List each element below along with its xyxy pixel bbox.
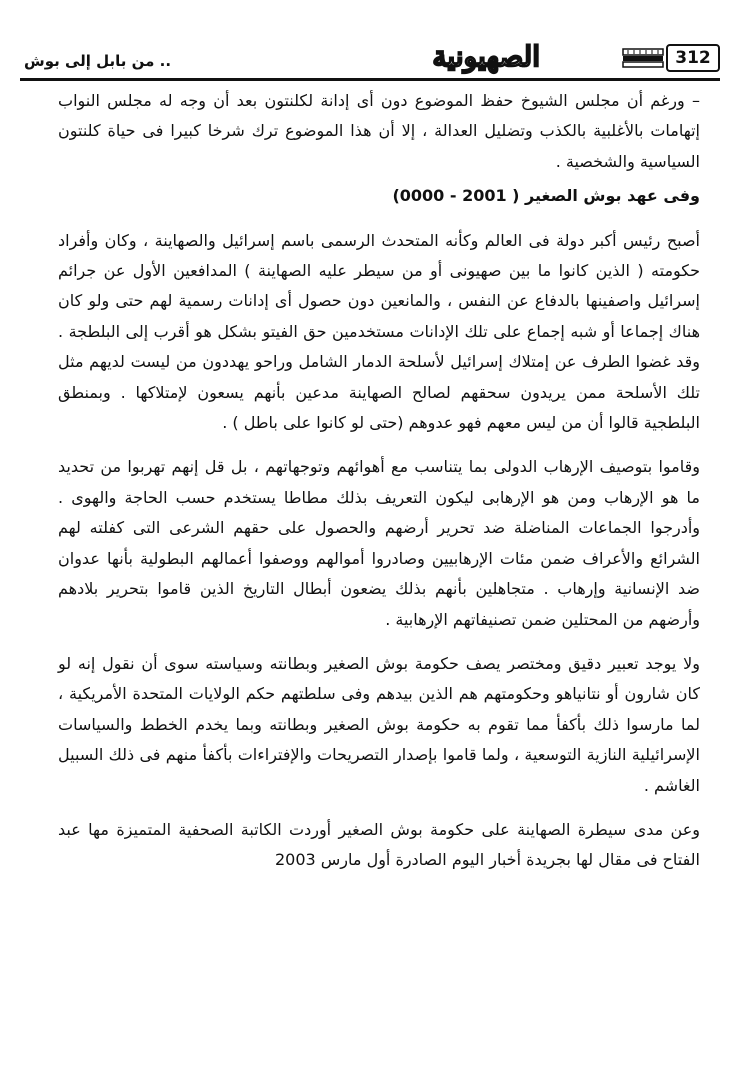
paragraph-3: وقاموا بتوصيف الإرهاب الدولى بما يتناسب مع أهوائهم وتوجهاتهم ، بل قل إنهم تهربوا من تحديد ما هو الإرهاب ومن هو الإرهابى ليكون التعريف بذلك مطاطا يستخدم حسب الحاجة والهوى . وأدرجوا الجماعات المناضلة ضد تحرير أرضهم والحصول على حقهم الشرعى التى كفلته لهم الشرائع والأعراف ضمن مئات الإرهابيين وصادروا أموالهم ووصفوا أعمالهم البطولية بأنها عدوان ضد الإنسانية وإرهاب . متجاهلين بأنهم بذلك يضعون أبطال التاريخ الذين قاموا بتحرير بلادهم وأرضهم من المحتلين ضمن تصنيفاتهم الإرهابية .: [58, 457, 700, 629]
header-divider: [20, 78, 720, 81]
paragraph-4: ولا يوجد تعبير دقيق ومختصر يصف حكومة بوش الصغير وبطانته وسياسته سوى أن نقول إنه لو كان شارون أو نتانياهو وحكومتهم هم الذين بيدهم وفى سلطتهم حكم الولايات المتحدة الأمريكية ، لما مارسوا ذلك بأكفأ مما تقوم به حكومة بوش الصغير وبطانته وبما يخدم الخطط والسياسات الإسرائيلية النازية التوسعية ، ولما قاموا بإصدار التصريحات والإفتراءات بأكفأ منهم فى ذلك السبيل الغاشم .: [58, 653, 700, 795]
book-stack-icon: [622, 46, 664, 68]
section-heading: وفى عهد بوش الصغير ( 2001 - 0000): [392, 186, 700, 206]
paragraph-2: أصبح رئيس أكبر دولة فى العالم وكأنه المتحدث الرسمى باسم إسرائيل والصهاينة ، وكان وأفراد حكومته ( الذين كانوا ما بين صهيونى أو من سيطر عليه الصهاينة ) المدافعين الأول عن جرائم إسرائيل واصفينها بالدفاع عن النفس ، والمانعين دون حصول أى إدانات رسمية لهم حتى ولو كان هناك إجماعا أو شبه إجماع على تلك الإدانات مستخدمين حق الفيتو بشكل هو أقرب إلى البلطجة . وقد غضوا الطرف عن إمتلاك إسرائيل لأسلحة الدمار الشامل وراحو يهددون من ليست لديهم مثل تلك الأسلحة ممن يريدون سحقهم لصالح الصهاينة مدعين بأنهم يسعون لإمتلاكها . وبمنطق البلطجية قالوا أن من ليس معهم فهو عدوهم (حتى لو كانوا على باطل ) .: [58, 230, 700, 433]
page-header: [20, 40, 720, 84]
book-subtitle: .. من بابل إلى بوش: [24, 52, 172, 70]
paragraph-1: – ورغم أن مجلس الشيوخ حفظ الموضوع دون أى إدانة لكلنتون بعد أن وجه له مجلس النواب إتهامات بالأغلبية بالكذب وتضليل العدالة ، إلا أن هذا الموضوع ترك شرخا كبيرا فى حياة كلنتون السياسية والشخصية .: [58, 91, 700, 171]
page-body: [58, 86, 700, 876]
series-title: الصهيونية: [432, 40, 540, 73]
page-number: 312: [666, 44, 720, 72]
paragraph-5: وعن مدى سيطرة الصهاينة على حكومة بوش الصغير أوردت الكاتبة الصحفية المتميزة مها عبد الفتاح فى مقال لها بجريدة أخبار اليوم الصادرة أول مارس 2003: [58, 819, 700, 870]
